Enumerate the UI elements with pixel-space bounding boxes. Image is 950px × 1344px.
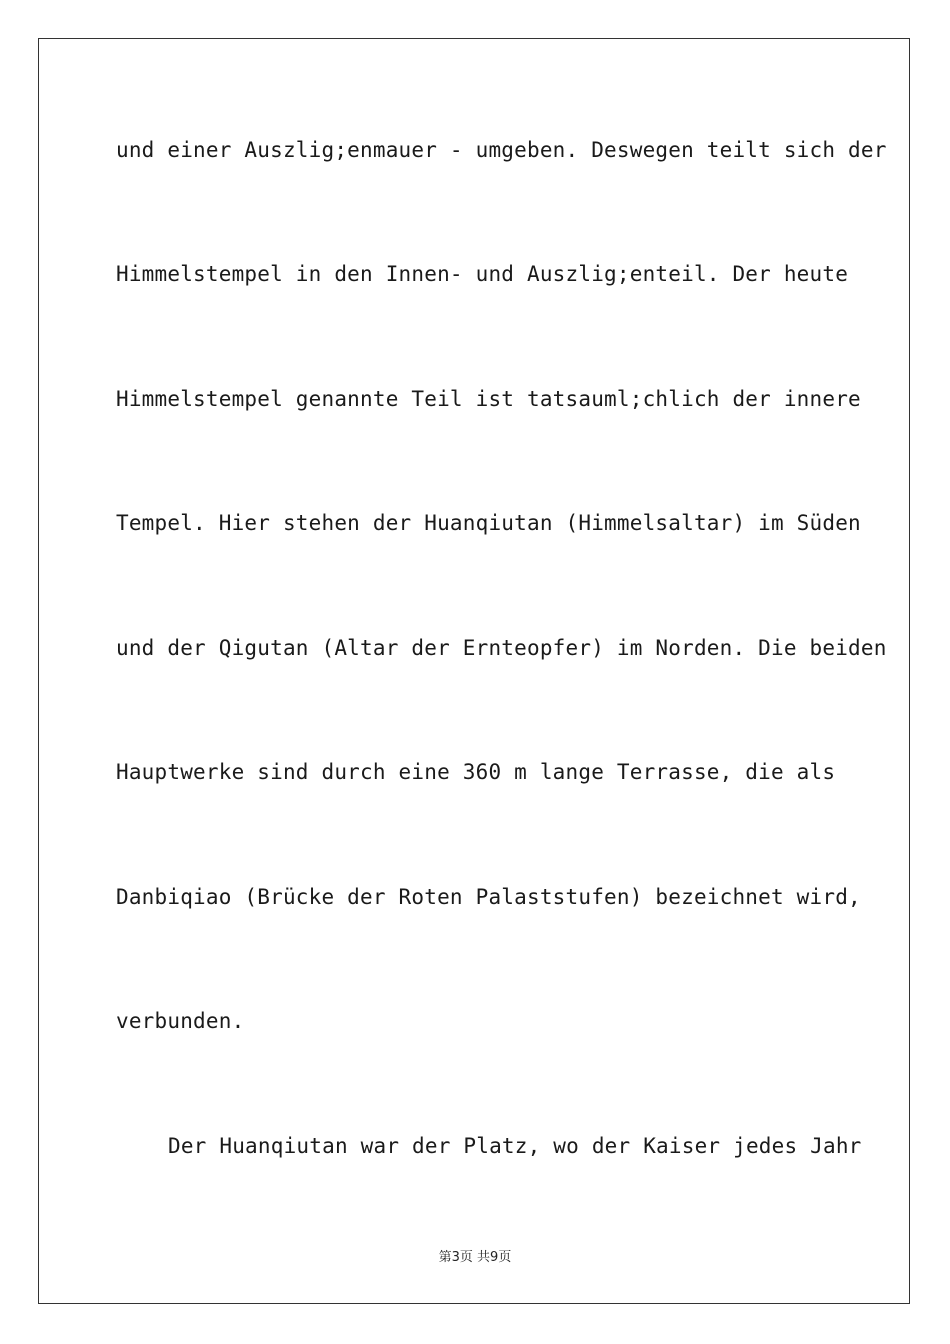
paragraph-first-line: Der Huanqiutan war der Platz, wo der Kaiser jedes Jahr [168, 1134, 862, 1158]
page-border [38, 38, 910, 1304]
page-number: 第3页 共9页 [438, 1250, 512, 1265]
text-line: Tempel. Hier stehen der Huanqiutan (Himmelsaltar) im Süden [116, 511, 861, 535]
text-line: verbunden. [116, 1009, 245, 1033]
text-line: Hauptwerke sind durch eine 360 m lange Terrasse, die als [116, 760, 836, 784]
text-line: und einer Auszlig;enmauer - umgeben. Deswegen teilt sich der [116, 138, 887, 162]
text-line: Himmelstempel in den Innen- und Auszlig;enteil. Der heute [116, 262, 849, 286]
text-line: Himmelstempel genannte Teil ist tatsauml;chlich der innere [116, 387, 861, 411]
text-line: Danbiqiao (Brücke der Roten Palaststufen) bezeichnet wird, [116, 885, 861, 909]
text-line: und der Qigutan (Altar der Ernteopfer) im Norden. Die beiden [116, 636, 887, 660]
